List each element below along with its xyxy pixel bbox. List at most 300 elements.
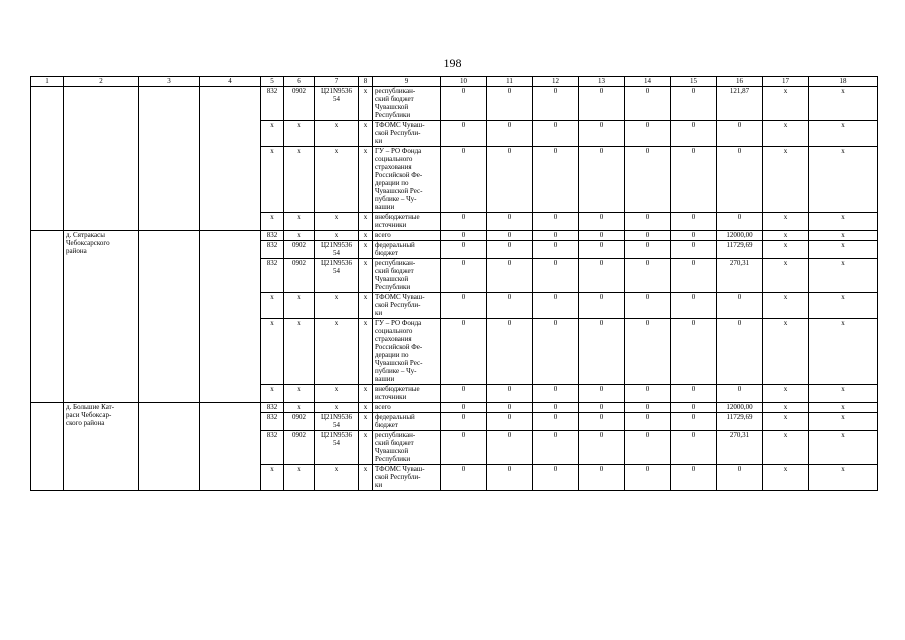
cell-line: Чувашской bbox=[375, 275, 409, 283]
cell-line: 54 bbox=[333, 439, 340, 447]
cell-line: источники bbox=[375, 393, 407, 401]
section-code-cell: x bbox=[284, 213, 315, 231]
header-cell: 15 bbox=[671, 77, 717, 87]
empty-cell bbox=[200, 87, 261, 231]
gr-code-cell: x bbox=[261, 465, 284, 491]
cell-line: Республики bbox=[375, 283, 411, 291]
value-cell: 0 bbox=[671, 431, 717, 465]
cell-line: внебюджетные bbox=[375, 385, 420, 393]
value-cell: 0 bbox=[625, 231, 671, 241]
value-cell: 0 bbox=[533, 413, 579, 431]
gr-code-cell: 832 bbox=[261, 403, 284, 413]
value-cell: 0 bbox=[487, 121, 533, 147]
total-value-cell: 0 bbox=[717, 385, 763, 403]
cell-line: x bbox=[334, 213, 339, 221]
cell-line: социального bbox=[375, 155, 413, 163]
total-value-cell: 0 bbox=[717, 121, 763, 147]
cell-line: Ц21N9536 bbox=[320, 259, 353, 267]
col18-cell: x bbox=[809, 259, 878, 293]
target-code-cell bbox=[315, 241, 359, 259]
value-cell: 0 bbox=[579, 231, 625, 241]
expense-type-cell: x bbox=[359, 319, 373, 385]
cell-line: Российской Фе- bbox=[375, 171, 423, 179]
value-cell: 0 bbox=[579, 385, 625, 403]
target-code-cell bbox=[315, 121, 359, 147]
value-cell: 0 bbox=[533, 87, 579, 121]
value-cell: 0 bbox=[533, 147, 579, 213]
value-cell: 0 bbox=[671, 319, 717, 385]
value-cell: 0 bbox=[579, 121, 625, 147]
value-cell: 0 bbox=[487, 413, 533, 431]
total-value-cell: 12000,00 bbox=[717, 231, 763, 241]
value-cell: 0 bbox=[625, 293, 671, 319]
value-cell: 0 bbox=[533, 231, 579, 241]
value-cell: 0 bbox=[625, 319, 671, 385]
cell-line: дерации по bbox=[375, 179, 409, 187]
cell-line: ки bbox=[375, 481, 383, 489]
value-cell: 0 bbox=[671, 293, 717, 319]
cell-line: республикан- bbox=[375, 259, 416, 267]
value-cell: 0 bbox=[671, 241, 717, 259]
target-code-cell bbox=[315, 293, 359, 319]
total-value-cell: 0 bbox=[717, 293, 763, 319]
value-cell: 0 bbox=[579, 403, 625, 413]
funding-source-cell bbox=[373, 413, 441, 431]
col17-cell: x bbox=[763, 385, 809, 403]
value-cell: 0 bbox=[625, 87, 671, 121]
value-cell: 0 bbox=[671, 259, 717, 293]
expense-type-cell: x bbox=[359, 231, 373, 241]
value-cell: 0 bbox=[579, 319, 625, 385]
col17-cell: x bbox=[763, 241, 809, 259]
cell-line: федеральный bbox=[375, 241, 415, 249]
col17-cell: x bbox=[763, 147, 809, 213]
cell-line: Чувашской bbox=[375, 447, 409, 455]
cell-line: Ц21N9536 bbox=[320, 87, 353, 95]
row-number-cell bbox=[31, 403, 64, 491]
cell-line: 54 bbox=[333, 421, 340, 429]
cell-line: бюджет bbox=[375, 421, 398, 429]
col18-cell: x bbox=[809, 403, 878, 413]
expense-type-cell: x bbox=[359, 403, 373, 413]
header-cell: 5 bbox=[261, 77, 284, 87]
cell-line: страхования bbox=[375, 335, 412, 343]
target-code-cell bbox=[315, 413, 359, 431]
section-code-cell: x bbox=[284, 403, 315, 413]
section-code-cell: 0902 bbox=[284, 413, 315, 431]
funding-source-cell bbox=[373, 147, 441, 213]
expense-type-cell: x bbox=[359, 259, 373, 293]
target-code-cell bbox=[315, 259, 359, 293]
total-value-cell: 270,31 bbox=[717, 259, 763, 293]
header-cell: 18 bbox=[809, 77, 878, 87]
value-cell: 0 bbox=[533, 121, 579, 147]
col18-cell: x bbox=[809, 293, 878, 319]
target-code-cell bbox=[315, 231, 359, 241]
section-code-cell: x bbox=[284, 465, 315, 491]
cell-line: ский бюджет bbox=[375, 95, 414, 103]
expense-type-cell: x bbox=[359, 87, 373, 121]
table-row bbox=[31, 87, 878, 121]
cell-line: x bbox=[334, 385, 339, 393]
table-row bbox=[31, 231, 878, 241]
header-row bbox=[31, 77, 878, 87]
value-cell: 0 bbox=[487, 385, 533, 403]
cell-line: Чувашской Рес- bbox=[375, 359, 423, 367]
settlement-name-cell bbox=[64, 87, 139, 231]
cell-line: Чувашской Рес- bbox=[375, 187, 423, 195]
header-cell: 9 bbox=[373, 77, 441, 87]
empty-cell bbox=[139, 87, 200, 231]
cell-line: социального bbox=[375, 327, 413, 335]
gr-code-cell: x bbox=[261, 385, 284, 403]
col18-cell: x bbox=[809, 121, 878, 147]
value-cell: 0 bbox=[625, 465, 671, 491]
expense-type-cell: x bbox=[359, 147, 373, 213]
cell-line: ский бюджет bbox=[375, 439, 414, 447]
col17-cell: x bbox=[763, 121, 809, 147]
funding-source-cell bbox=[373, 403, 441, 413]
value-cell: 0 bbox=[441, 241, 487, 259]
total-value-cell: 0 bbox=[717, 147, 763, 213]
value-cell: 0 bbox=[579, 413, 625, 431]
header-cell: 17 bbox=[763, 77, 809, 87]
gr-code-cell: 832 bbox=[261, 413, 284, 431]
cell-line: 54 bbox=[333, 95, 340, 103]
section-code-cell: 0902 bbox=[284, 431, 315, 465]
section-code-cell: x bbox=[284, 147, 315, 213]
col17-cell: x bbox=[763, 465, 809, 491]
empty-cell bbox=[139, 231, 200, 403]
cell-line: 54 bbox=[333, 249, 340, 257]
gr-code-cell: 832 bbox=[261, 87, 284, 121]
target-code-cell bbox=[315, 403, 359, 413]
header-cell: 4 bbox=[200, 77, 261, 87]
page-number: 198 bbox=[443, 56, 462, 70]
value-cell: 0 bbox=[487, 465, 533, 491]
cell-line: ской Республи- bbox=[375, 301, 421, 309]
value-cell: 0 bbox=[533, 213, 579, 231]
header-cell: 14 bbox=[625, 77, 671, 87]
value-cell: 0 bbox=[625, 403, 671, 413]
col17-cell: x bbox=[763, 87, 809, 121]
value-cell: 0 bbox=[533, 293, 579, 319]
col17-cell: x bbox=[763, 431, 809, 465]
cell-line: вашии bbox=[375, 203, 395, 211]
total-value-cell: 0 bbox=[717, 465, 763, 491]
budget-table bbox=[30, 76, 878, 491]
gr-code-cell: x bbox=[261, 213, 284, 231]
funding-source-cell bbox=[373, 293, 441, 319]
cell-line: дерации по bbox=[375, 351, 409, 359]
funding-source-cell bbox=[373, 87, 441, 121]
target-code-cell bbox=[315, 213, 359, 231]
value-cell: 0 bbox=[441, 293, 487, 319]
cell-line: x bbox=[334, 403, 339, 411]
target-code-cell bbox=[315, 465, 359, 491]
cell-line: всего bbox=[375, 231, 391, 239]
value-cell: 0 bbox=[441, 147, 487, 213]
cell-line: всего bbox=[375, 403, 391, 411]
col17-cell: x bbox=[763, 231, 809, 241]
value-cell: 0 bbox=[625, 259, 671, 293]
cell-line: ской Республи- bbox=[375, 473, 421, 481]
cell-line: x bbox=[334, 293, 339, 301]
cell-line: вашии bbox=[375, 375, 395, 383]
header-cell: 3 bbox=[139, 77, 200, 87]
header-cell: 1 bbox=[31, 77, 64, 87]
cell-line: Ц21N9536 bbox=[320, 431, 353, 439]
cell-line: 54 bbox=[333, 267, 340, 275]
total-value-cell: 0 bbox=[717, 213, 763, 231]
gr-code-cell: 832 bbox=[261, 259, 284, 293]
total-value-cell: 11729,69 bbox=[717, 413, 763, 431]
header-cell: 2 bbox=[64, 77, 139, 87]
value-cell: 0 bbox=[441, 319, 487, 385]
value-cell: 0 bbox=[487, 431, 533, 465]
cell-line: x bbox=[334, 121, 339, 129]
cell-line: ской Республи- bbox=[375, 129, 421, 137]
col18-cell: x bbox=[809, 413, 878, 431]
funding-source-cell bbox=[373, 231, 441, 241]
funding-source-cell bbox=[373, 465, 441, 491]
expense-type-cell: x bbox=[359, 121, 373, 147]
cell-line: ского района bbox=[66, 419, 105, 427]
col18-cell: x bbox=[809, 465, 878, 491]
total-value-cell: 0 bbox=[717, 319, 763, 385]
cell-line: республикан- bbox=[375, 431, 416, 439]
expense-type-cell: x bbox=[359, 413, 373, 431]
section-code-cell: x bbox=[284, 293, 315, 319]
funding-source-cell bbox=[373, 121, 441, 147]
value-cell: 0 bbox=[671, 403, 717, 413]
col18-cell: x bbox=[809, 213, 878, 231]
value-cell: 0 bbox=[671, 213, 717, 231]
value-cell: 0 bbox=[671, 87, 717, 121]
value-cell: 0 bbox=[441, 231, 487, 241]
cell-line: Республики bbox=[375, 455, 411, 463]
gr-code-cell: 832 bbox=[261, 241, 284, 259]
empty-cell bbox=[200, 403, 261, 491]
value-cell: 0 bbox=[487, 213, 533, 231]
empty-cell bbox=[139, 403, 200, 491]
value-cell: 0 bbox=[671, 385, 717, 403]
value-cell: 0 bbox=[441, 213, 487, 231]
value-cell: 0 bbox=[533, 241, 579, 259]
value-cell: 0 bbox=[533, 465, 579, 491]
value-cell: 0 bbox=[579, 213, 625, 231]
cell-line: x bbox=[334, 465, 339, 473]
value-cell: 0 bbox=[487, 241, 533, 259]
value-cell: 0 bbox=[441, 431, 487, 465]
cell-line: ТФОМС Чуваш- bbox=[375, 465, 425, 473]
value-cell: 0 bbox=[579, 293, 625, 319]
value-cell: 0 bbox=[579, 147, 625, 213]
value-cell: 0 bbox=[579, 259, 625, 293]
cell-line: x bbox=[334, 231, 339, 239]
cell-line: ГУ – РО Фонда bbox=[375, 147, 422, 155]
section-code-cell: 0902 bbox=[284, 87, 315, 121]
gr-code-cell: x bbox=[261, 147, 284, 213]
value-cell: 0 bbox=[487, 259, 533, 293]
cell-line: Чебоксарского bbox=[66, 239, 110, 247]
value-cell: 0 bbox=[671, 147, 717, 213]
cell-line: ки bbox=[375, 137, 383, 145]
gr-code-cell: x bbox=[261, 293, 284, 319]
cell-line: бюджет bbox=[375, 249, 398, 257]
header-cell: 16 bbox=[717, 77, 763, 87]
cell-line: д. Сятракасы bbox=[66, 231, 105, 239]
value-cell: 0 bbox=[579, 465, 625, 491]
cell-line: раси Чебоксар- bbox=[66, 411, 112, 419]
gr-code-cell: 832 bbox=[261, 431, 284, 465]
section-code-cell: x bbox=[284, 121, 315, 147]
value-cell: 0 bbox=[625, 147, 671, 213]
cell-line: ский бюджет bbox=[375, 267, 414, 275]
col18-cell: x bbox=[809, 87, 878, 121]
total-value-cell: 121,87 bbox=[717, 87, 763, 121]
gr-code-cell: x bbox=[261, 319, 284, 385]
header-cell: 10 bbox=[441, 77, 487, 87]
value-cell: 0 bbox=[487, 293, 533, 319]
target-code-cell bbox=[315, 147, 359, 213]
value-cell: 0 bbox=[487, 87, 533, 121]
col18-cell: x bbox=[809, 319, 878, 385]
cell-line: x bbox=[334, 319, 339, 327]
expense-type-cell: x bbox=[359, 385, 373, 403]
cell-line: ТФОМС Чуваш- bbox=[375, 121, 425, 129]
value-cell: 0 bbox=[625, 241, 671, 259]
value-cell: 0 bbox=[487, 147, 533, 213]
col18-cell: x bbox=[809, 241, 878, 259]
col18-cell: x bbox=[809, 231, 878, 241]
cell-line: публике – Чу- bbox=[375, 367, 417, 375]
settlement-name-cell bbox=[64, 403, 139, 491]
settlement-name-cell bbox=[64, 231, 139, 403]
funding-source-cell bbox=[373, 259, 441, 293]
value-cell: 0 bbox=[441, 121, 487, 147]
value-cell: 0 bbox=[625, 431, 671, 465]
cell-line: Российской Фе- bbox=[375, 343, 423, 351]
cell-line: Ц21N9536 bbox=[320, 413, 353, 421]
cell-line: ГУ – РО Фонда bbox=[375, 319, 422, 327]
col17-cell: x bbox=[763, 213, 809, 231]
value-cell: 0 bbox=[441, 259, 487, 293]
table-row bbox=[31, 403, 878, 413]
value-cell: 0 bbox=[533, 319, 579, 385]
expense-type-cell: x bbox=[359, 213, 373, 231]
value-cell: 0 bbox=[441, 465, 487, 491]
row-number-cell bbox=[31, 231, 64, 403]
value-cell: 0 bbox=[441, 87, 487, 121]
value-cell: 0 bbox=[441, 413, 487, 431]
target-code-cell bbox=[315, 87, 359, 121]
value-cell: 0 bbox=[671, 231, 717, 241]
cell-line: внебюджетные bbox=[375, 213, 420, 221]
value-cell: 0 bbox=[533, 385, 579, 403]
cell-line: источники bbox=[375, 221, 407, 229]
cell-line: Чувашской bbox=[375, 103, 409, 111]
header-cell: 6 bbox=[284, 77, 315, 87]
value-cell: 0 bbox=[441, 385, 487, 403]
value-cell: 0 bbox=[579, 241, 625, 259]
funding-source-cell bbox=[373, 431, 441, 465]
col18-cell: x bbox=[809, 147, 878, 213]
value-cell: 0 bbox=[579, 87, 625, 121]
value-cell: 0 bbox=[625, 213, 671, 231]
cell-line: ТФОМС Чуваш- bbox=[375, 293, 425, 301]
col17-cell: x bbox=[763, 293, 809, 319]
col18-cell: x bbox=[809, 385, 878, 403]
cell-line: республикан- bbox=[375, 87, 416, 95]
value-cell: 0 bbox=[625, 385, 671, 403]
gr-code-cell: 832 bbox=[261, 231, 284, 241]
value-cell: 0 bbox=[671, 121, 717, 147]
col17-cell: x bbox=[763, 319, 809, 385]
value-cell: 0 bbox=[671, 465, 717, 491]
cell-line: федеральный bbox=[375, 413, 415, 421]
cell-line: ки bbox=[375, 309, 383, 317]
value-cell: 0 bbox=[579, 431, 625, 465]
col18-cell: x bbox=[809, 431, 878, 465]
expense-type-cell: x bbox=[359, 465, 373, 491]
expense-type-cell: x bbox=[359, 293, 373, 319]
value-cell: 0 bbox=[625, 413, 671, 431]
cell-line: Республики bbox=[375, 111, 411, 119]
expense-type-cell: x bbox=[359, 431, 373, 465]
cell-line: Ц21N9536 bbox=[320, 241, 353, 249]
value-cell: 0 bbox=[441, 403, 487, 413]
col17-cell: x bbox=[763, 403, 809, 413]
value-cell: 0 bbox=[487, 403, 533, 413]
value-cell: 0 bbox=[487, 319, 533, 385]
cell-line: страхования bbox=[375, 163, 412, 171]
funding-source-cell bbox=[373, 241, 441, 259]
cell-line: публике – Чу- bbox=[375, 195, 417, 203]
gr-code-cell: x bbox=[261, 121, 284, 147]
funding-source-cell bbox=[373, 385, 441, 403]
section-code-cell: x bbox=[284, 385, 315, 403]
value-cell: 0 bbox=[671, 413, 717, 431]
total-value-cell: 12000,00 bbox=[717, 403, 763, 413]
section-code-cell: x bbox=[284, 319, 315, 385]
empty-cell bbox=[200, 231, 261, 403]
col17-cell: x bbox=[763, 259, 809, 293]
header-cell: 12 bbox=[533, 77, 579, 87]
cell-line: д. Большие Кат- bbox=[66, 403, 115, 411]
header-cell: 13 bbox=[579, 77, 625, 87]
section-code-cell: 0902 bbox=[284, 259, 315, 293]
section-code-cell: x bbox=[284, 231, 315, 241]
total-value-cell: 11729,69 bbox=[717, 241, 763, 259]
value-cell: 0 bbox=[533, 431, 579, 465]
cell-line: x bbox=[334, 147, 339, 155]
value-cell: 0 bbox=[533, 403, 579, 413]
section-code-cell: 0902 bbox=[284, 241, 315, 259]
funding-source-cell bbox=[373, 319, 441, 385]
col17-cell: x bbox=[763, 413, 809, 431]
row-number-cell bbox=[31, 87, 64, 231]
value-cell: 0 bbox=[533, 259, 579, 293]
total-value-cell: 270,31 bbox=[717, 431, 763, 465]
target-code-cell bbox=[315, 431, 359, 465]
header-cell: 8 bbox=[359, 77, 373, 87]
target-code-cell bbox=[315, 319, 359, 385]
expense-type-cell: x bbox=[359, 241, 373, 259]
cell-line: района bbox=[66, 247, 87, 255]
funding-source-cell bbox=[373, 213, 441, 231]
header-cell: 11 bbox=[487, 77, 533, 87]
